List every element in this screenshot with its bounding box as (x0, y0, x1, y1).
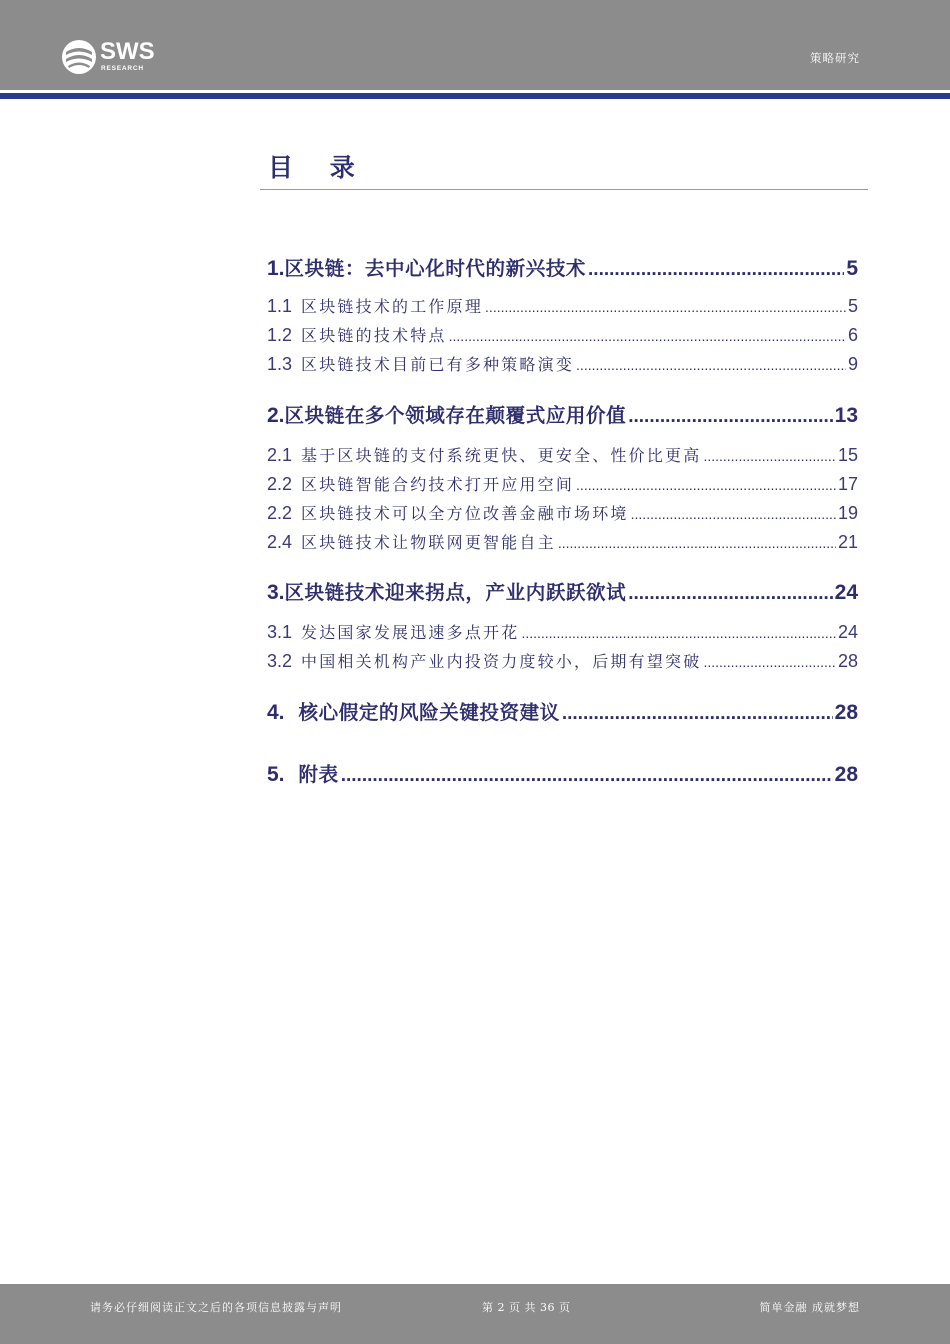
toc-section-entry[interactable] (267, 294, 858, 318)
toc-page-number: 28 (834, 763, 858, 786)
header-divider-blue (0, 93, 950, 99)
toc-dot-leader (449, 328, 846, 344)
toc-entry-number: 3. (267, 581, 285, 604)
toc-entry-title: 区块链智能合约技术打开应用空间 (301, 475, 575, 494)
toc-entry-title: 中国相关机构产业内投资力度较小，后期有望突破 (301, 652, 702, 671)
toc-page-number: 9 (847, 354, 858, 374)
toc-page-number: 15 (837, 445, 858, 465)
toc-dot-leader (562, 703, 833, 725)
toc-dot-leader (341, 765, 833, 787)
toc-entry-title: 区块链技术可以全方位改善金融市场环境 (301, 504, 629, 523)
toc-page-number: 13 (834, 404, 858, 427)
toc-dot-leader (576, 477, 836, 493)
footer-slogan: 简单金融 成就梦想 (759, 1301, 860, 1314)
toc-page-number: 6 (847, 325, 858, 345)
toc-section-entry[interactable] (267, 472, 858, 496)
toc-entry-number: 4. (267, 701, 285, 724)
toc-page-number: 17 (837, 474, 858, 494)
toc-page-number: 19 (837, 503, 858, 523)
toc-chapter-entry[interactable] (267, 400, 858, 428)
toc-entry-title: 区块链：去中心化时代的新兴技术 (284, 257, 587, 280)
toc-chapter-entry[interactable] (267, 697, 858, 725)
toc-dot-leader (558, 535, 836, 551)
logo-wordmark: SWS (100, 38, 155, 65)
toc-entry-number: 1. (267, 257, 285, 280)
toc-dot-leader (631, 506, 836, 522)
toc-entry-number: 1.3 (267, 354, 293, 374)
toc-entry-number: 1.2 (267, 325, 293, 345)
toc-page-number: 24 (837, 622, 858, 642)
footer-disclaimer: 请务必仔细阅读正文之后的各项信息披露与声明 (90, 1301, 342, 1314)
toc-entry-number: 2.2 (267, 503, 293, 523)
logo-subtext: RESEARCH (101, 65, 144, 72)
toc-section-entry[interactable] (267, 530, 858, 554)
toc-title: 目 录 (268, 153, 369, 182)
toc-chapter-entry[interactable] (267, 253, 858, 281)
footer-page-info: 第 2 页 共 36 页 (482, 1301, 571, 1314)
toc-section-entry[interactable] (267, 620, 858, 644)
section-label: 策略研究 (810, 51, 860, 65)
toc-entry-title: 附表 (298, 763, 339, 786)
toc-dot-leader (485, 299, 846, 315)
toc-entry-number: 5. (267, 763, 285, 786)
toc-page-number: 24 (834, 581, 858, 604)
toc-entry-title: 区块链技术迎来拐点，产业内跃跃欲试 (284, 581, 627, 604)
toc-section-entry[interactable] (267, 443, 858, 467)
toc-entry-number: 2.1 (267, 445, 293, 465)
toc-dot-leader (521, 625, 836, 641)
toc-entry-title: 区块链技术让物联网更智能自主 (301, 533, 556, 552)
toc-section-entry[interactable] (267, 501, 858, 525)
page-header (0, 0, 950, 90)
toc-dot-leader (703, 654, 836, 670)
toc-entry-title: 核心假定的风险关键投资建议 (298, 701, 560, 724)
toc-page-number: 5 (847, 296, 858, 316)
toc-entry-title: 区块链的技术特点 (301, 326, 447, 345)
toc-entry-number: 2.4 (267, 532, 293, 552)
sws-logo (60, 38, 180, 78)
toc-section-entry[interactable] (267, 352, 858, 376)
toc-entry-number: 3.1 (267, 622, 293, 642)
toc-page-number: 28 (837, 651, 858, 671)
toc-dot-leader (628, 406, 832, 428)
toc-entry-number: 2.2 (267, 474, 293, 494)
toc-dot-leader (576, 357, 846, 373)
toc-page-number: 21 (837, 532, 858, 552)
toc-entry-title: 区块链技术的工作原理 (301, 297, 484, 316)
toc-dot-leader (628, 583, 832, 605)
toc-chapter-entry[interactable] (267, 759, 858, 787)
title-rule (260, 189, 868, 190)
toc-entry-title: 基于区块链的支付系统更快、更安全、性价比更高 (301, 446, 702, 465)
toc-section-entry[interactable] (267, 649, 858, 673)
toc-entry-number: 3.2 (267, 651, 293, 671)
toc-entry-number: 1.1 (267, 296, 293, 316)
toc-page-number: 28 (834, 701, 858, 724)
toc-chapter-entry[interactable] (267, 577, 858, 605)
toc-dot-leader (588, 259, 844, 281)
toc-entry-title: 区块链在多个领域存在颠覆式应用价值 (284, 404, 627, 427)
toc-entry-title: 发达国家发展迅速多点开花 (301, 623, 520, 642)
toc-section-entry[interactable] (267, 323, 858, 347)
toc-entry-title: 区块链技术目前已有多种策略演变 (301, 355, 575, 374)
toc-page-number: 5 (846, 257, 858, 280)
toc-entry-number: 2. (267, 404, 285, 427)
sws-logo-icon (60, 38, 98, 76)
toc-dot-leader (703, 448, 836, 464)
